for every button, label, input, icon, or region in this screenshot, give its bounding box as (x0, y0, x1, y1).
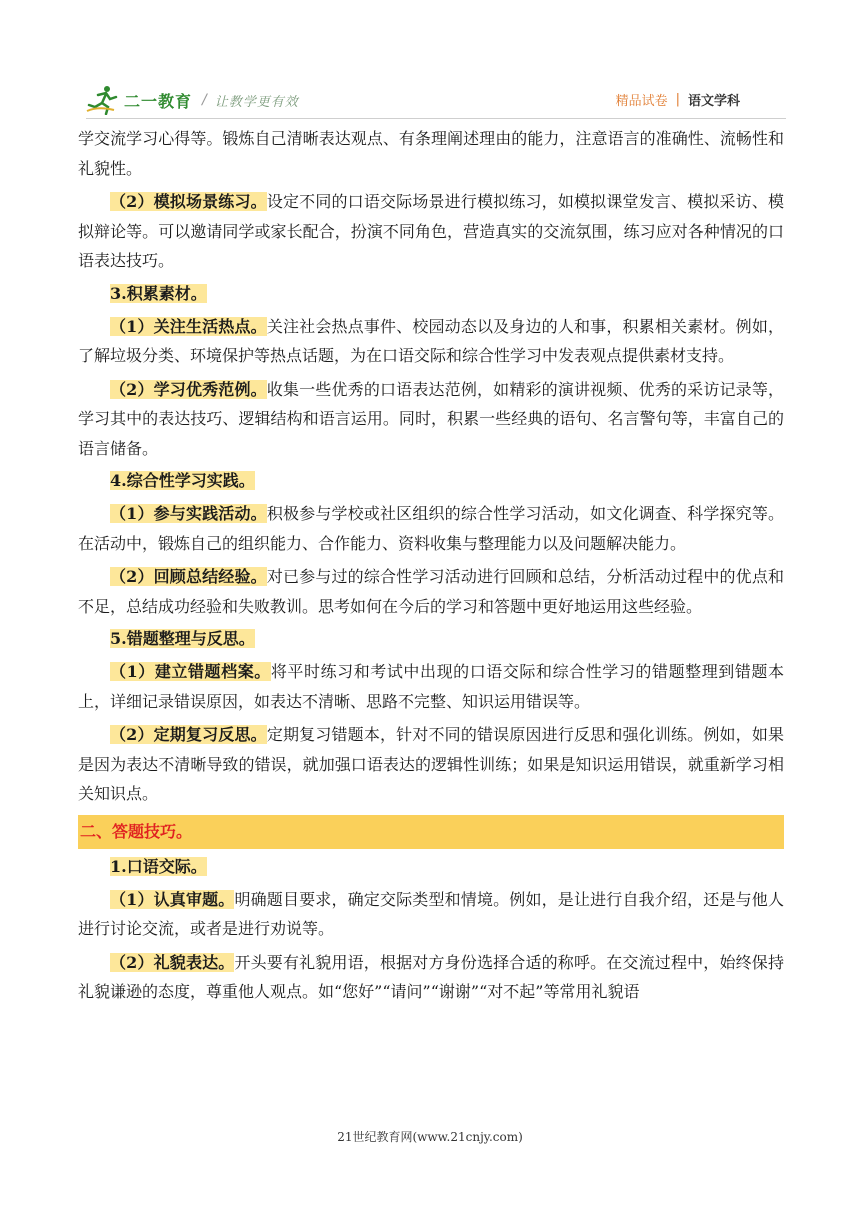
paragraph-text: 收集一些优秀的口语表达范例，如精彩的演讲视频、优秀的采访记录等，学习其中的表达技巧、逻辑结构和语言运用。同时，积累一些经典的语句、名言警句等，丰富自己的语言储备。 (78, 379, 784, 458)
paragraph-label: （1）参与实践活动。 (110, 504, 267, 523)
paragraph (78, 657, 784, 716)
paragraph (78, 562, 784, 621)
tag-subject: 语文学科 (687, 94, 740, 109)
paragraph-label: （1）建立错题档案。 (110, 662, 271, 681)
subheading (78, 625, 784, 653)
paragraph-label: （1）关注生活热点。 (110, 316, 267, 336)
paragraph-label: （2）回顾总结经验。 (110, 567, 267, 586)
subheading-text: 4.综合性学习实践。 (110, 471, 255, 490)
paragraph (78, 885, 784, 944)
paragraph-label: （1）认真审题。 (110, 889, 235, 909)
paragraph-text: 对已参与过的综合性学习活动进行回顾和总结，分析活动过程中的优点和不足，总结成功经验和失败教训。思考如何在今后的学习和答题中更好地运用这些经验。 (78, 567, 784, 616)
subheading-text: 5.错题整理与反思。 (110, 629, 255, 648)
paragraph-label: （2）定期复习反思。 (110, 725, 267, 744)
subheading (78, 467, 784, 495)
header-tags (616, 90, 740, 109)
page-footer: 21世纪教育网(www.21cnjy.com) (337, 1130, 523, 1144)
subheading-text: 3.积累素材。 (110, 283, 207, 303)
paragraph-text: 积极参与学校或社区组织的综合性学习活动，如文化调查、科学探究等。在活动中，锻炼自己的组织能力、合作能力、资料收集与整理能力以及问题解决能力。 (78, 504, 784, 553)
paragraph-label: （2）学习优秀范例。 (110, 379, 267, 399)
paragraph (78, 375, 784, 464)
paragraph (78, 499, 784, 558)
paragraph-text: 关注社会热点事件、校园动态以及身边的人和事，积累相关素材。例如，了解垃圾分类、环境保护等热点话题，为在口语交际和综合性学习中发表观点提供素材支持。 (78, 316, 784, 365)
subheading-text: 1.口语交际。 (110, 856, 207, 876)
paragraph (78, 948, 784, 1007)
document-body (78, 124, 784, 1007)
tag-premium-paper: 精品试卷 (615, 94, 668, 109)
paragraph-text: 开头要有礼貌用语，根据对方身份选择合适的称呼。在交流过程中，始终保持礼貌谦逊的态度，尊重他人观点。如“您好”“请问”“谢谢”“对不起”等常用礼貌语 (78, 952, 784, 1001)
subheading (78, 280, 784, 308)
section-heading: 二、答题技巧。 (78, 815, 784, 849)
paragraph-text: 明确题目要求，确定交际类型和情境。例如，是让进行自我介绍，还是与他人进行讨论交流，或者是进行劝说等。 (78, 889, 784, 938)
brand-name: 二一教育 (124, 91, 193, 111)
paragraph-text: 定期复习错题本，针对不同的错误原因进行反思和强化训练。例如，如果是因为表达不清晰导致的错误，就加强口语表达的逻辑性训练；如果是知识运用错误，就重新学习相关知识点。 (78, 725, 784, 803)
runner-logo-icon (86, 85, 120, 115)
paragraph-text: 设定不同的口语交际场景进行模拟练习，如模拟课堂发言、模拟采访、模拟辩论等。可以邀请同学或家长配合，扮演不同角色，营造真实的交流氛围，练习应对各种情况的口语表达技巧。 (78, 192, 784, 270)
paragraph (78, 312, 784, 371)
slogan: 让教学更有效 (214, 94, 299, 110)
page-header (86, 82, 786, 118)
logo (86, 82, 299, 118)
paragraph: 学交流学习心得等。锻炼自己清晰表达观点、有条理阐述理由的能力，注意语言的准确性、流畅性和礼貌性。 (78, 129, 784, 178)
paragraph-label: （2）礼貌表达。 (110, 952, 235, 972)
tag-separator: | (675, 92, 680, 107)
header-divider (86, 118, 786, 119)
header-slash: / (202, 92, 207, 108)
paragraph-label: （2）模拟场景练习。 (110, 192, 267, 211)
subheading (78, 853, 784, 881)
paragraph (78, 187, 784, 276)
paragraph (78, 720, 784, 809)
paragraph-text: 将平时练习和考试中出现的口语交际和综合性学习的错题整理到错题本上，详细记录错误原因，如表达不清晰、思路不完整、知识运用错误等。 (78, 662, 784, 711)
